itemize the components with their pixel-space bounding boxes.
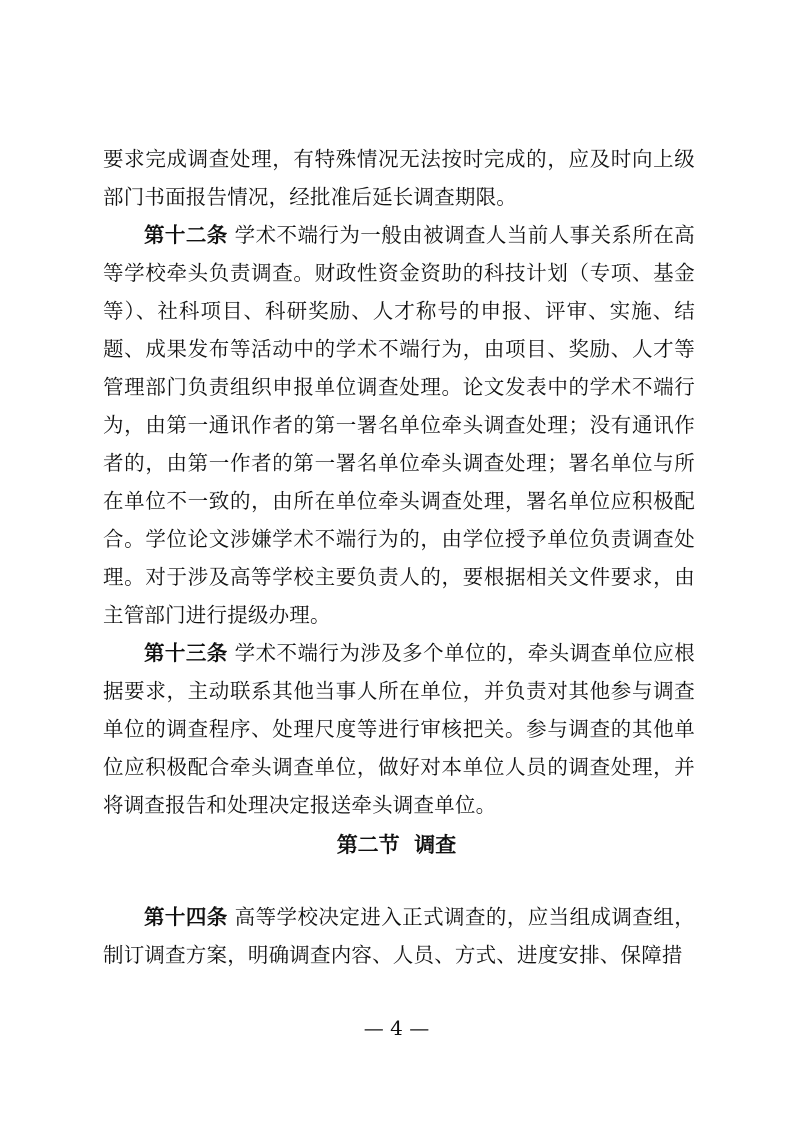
article-13-label: 第十三条 — [144, 641, 228, 665]
continuation-paragraph: 要求完成调查处理，有特殊情况无法按时完成的，应及时向上级部门书面报告情况，经批准后延长调查期限。 — [103, 147, 695, 209]
body-text-bottom — [103, 898, 695, 974]
article-12-text: 学术不端行为一般由被调查人当前人事关系所在高等学校牵头负责调查。财政性资金资助的科技计划（专项、基金等）、社科项目、科研奖励、人才称号的申报、评审、实施、结题、成果发布等活动中的学术不端行为，由项目、奖励、人才等管理部门负责组织申报单位调查处理。论文发表中的学术不端行为，由第一通讯作者的第一署名单位牵头调查处理；没有通讯作者的，由第一作者的第一署名单位牵头调查处理；署名单位与所在单位不一致的，由所在单位牵头调查处理，署名单位应积极配合。学位论文涉嫌学术不端行为的，由学位授予单位负责调查处理。对于涉及高等学校主要负责人的，要根据相关文件要求，由主管部门进行提级办理。 — [103, 223, 695, 627]
article-14-label: 第十四条 — [144, 905, 228, 929]
article-13-text: 学术不端行为涉及多个单位的，牵头调查单位应根据要求，主动联系其他当事人所在单位，并负责对其他参与调查单位的调查程序、处理尺度等进行审核把关。参与调查的其他单位应积极配合牵头调查单位，做好对本单位人员的调查处理，并将调查报告和处理决定报送牵头调查单位。 — [103, 641, 695, 817]
article-12-paragraph — [103, 216, 695, 634]
article-13-paragraph — [103, 634, 695, 824]
article-12-label: 第十二条 — [144, 223, 228, 247]
page-number: — 4 — — [363, 1016, 430, 1040]
body-text-top — [103, 140, 695, 824]
article-14-paragraph — [103, 898, 695, 974]
article-14-text: 高等学校决定进入正式调查的，应当组成调查组，制订调查方案，明确调查内容、人员、方式、进度安排、保障措 — [103, 905, 695, 967]
section-heading: 第二节 调查 — [336, 833, 457, 857]
